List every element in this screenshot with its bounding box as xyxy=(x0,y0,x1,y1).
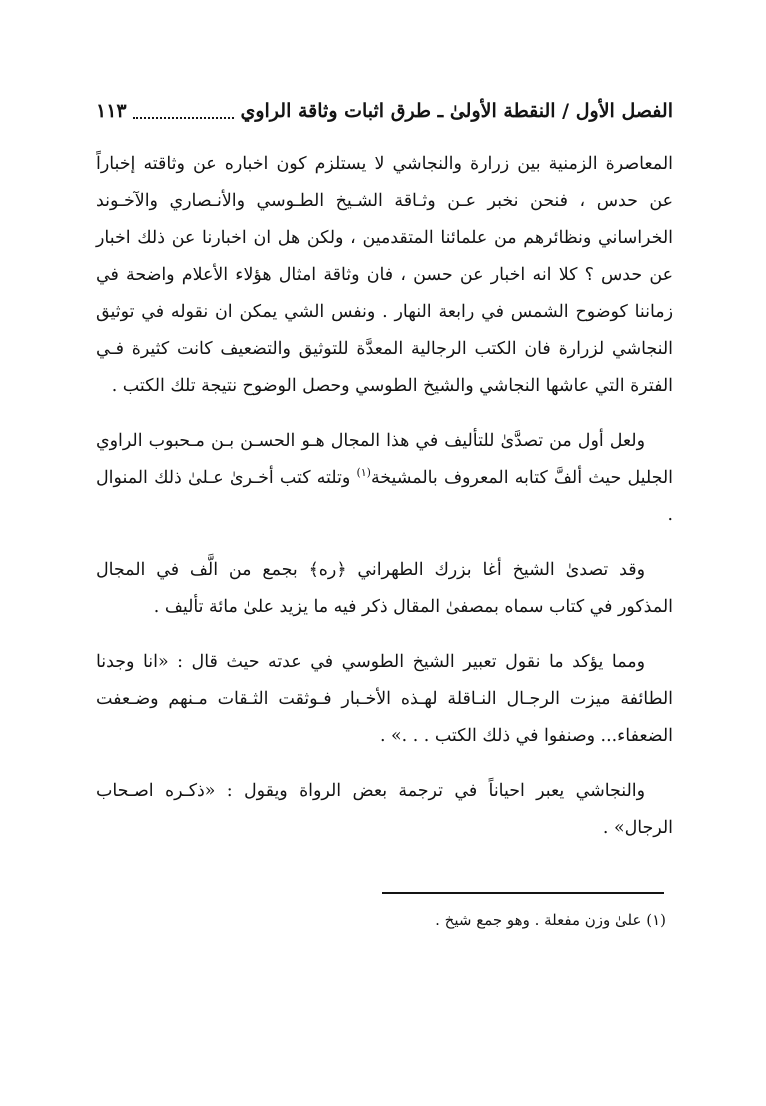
paragraph-1: المعاصرة الزمنية بين زرارة والنجاشي لا يستلزم كون اخباره عن وثاقته إخباراً عن حدس ، فنحن نخبر عـن وثـاقة الشـيخ الطـوسي والأنـصاري والآخـوند الخراساني ونظائرهم من علمائنا المتقدمين ، ولكن هل ان اخبارنا عن ذلك اخبار عن حدس ؟ كلا انه اخبار عن حسن ، فان وثاقة امثال هؤلاء الأعلام واضحة في زماننا كوضوح الشمس في رابعة النهار . ونفس الشي يمكن ان نقوله في توثيق النجاشي لزرارة فان الكتب الرجالية المعدَّة للتوثيق والتضعيف كانت كثيرة فـي الفترة التي عاشها النجاشي والشيخ الطوسي وحصل الوضوح نتيجة تلك الكتب . xyxy=(96,154,673,396)
paragraph-2-text: ولعل أول من تصدَّىٰ للتأليف في هذا المجال هـو الحسـن بـن مـحبوب الراوي الجليل حيث ألفَّ كتابه المعروف بالمشيخة xyxy=(96,431,674,488)
footnote: (١) علىٰ وزن مفعلة . وهو جمع شيخ . xyxy=(435,911,666,929)
running-header xyxy=(96,95,673,127)
chapter-title: الفصل الأول / النقطة الأولىٰ ـ طرق اثبات وثاقة الراوي xyxy=(240,100,673,122)
paragraph-5: والنجاشي يعبر احياناً في ترجمة بعض الرواة ويقول : «ذكـره اصـحاب الرجال» . xyxy=(96,781,673,838)
paragraph-2-tail: وتلته كتب أخـرىٰ عـلىٰ ذلك المنوال . xyxy=(96,468,673,525)
page-number: ١١٣ xyxy=(96,100,127,122)
paragraph-4: ومما يؤكد ما نقول تعبير الشيخ الطوسي في عدته حيث قال : «انا وجدنا الطائفة ميزت الرجـال النـاقلة لهـذه الأخـبار فـوثقت الثـقات مـنهم وضـعفت الضعفاء... وصنفوا في ذلك الكتب . . .» . xyxy=(96,652,673,746)
dotted-leader xyxy=(133,103,235,119)
body-text xyxy=(96,146,673,865)
footnote-divider xyxy=(382,892,664,894)
paragraph-3: وقد تصدىٰ الشيخ أغا بزرك الطهراني ﴿ره﴾ بجمع من الَّف في المجال المذكور في كتاب سماه بمصفىٰ المقال ذكر فيه ما يزيد علىٰ مائة تأليف . xyxy=(96,560,673,617)
footnote-marker: (١) xyxy=(356,466,371,480)
paragraph-2 xyxy=(96,423,673,534)
